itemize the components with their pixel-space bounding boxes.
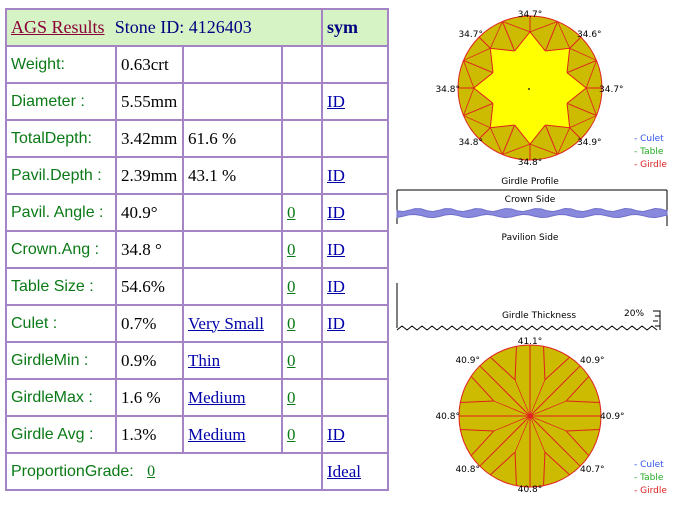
row-grade-link[interactable]: 0 (287, 387, 296, 407)
legend-girdle: - Girdle (634, 160, 667, 170)
row-value: 40.9° (116, 194, 183, 231)
row-id-link[interactable]: ID (327, 276, 345, 296)
row-grade-cell (282, 268, 322, 305)
pavilion-angle-label: 40.9° (580, 356, 605, 366)
table-row (6, 379, 388, 416)
legend-culet: - Culet (634, 134, 664, 144)
girdle-thickness-line (397, 326, 657, 330)
crown-culet-dot (528, 88, 530, 90)
pavilion-angle-label: 40.9° (600, 412, 625, 422)
row-extra-link[interactable]: Thin (188, 350, 221, 370)
row-label: Weight: (6, 46, 116, 83)
proportion-grade-cell (322, 453, 388, 490)
row-grade-cell (282, 83, 322, 120)
profile-title: Girdle Profile (501, 177, 559, 187)
row-id-cell (322, 83, 388, 120)
table-row (6, 194, 388, 231)
row-id-cell (322, 379, 388, 416)
row-extra-cell (183, 46, 282, 83)
row-label: Girdle Avg : (6, 416, 116, 453)
row-value: 5.55mm (116, 83, 183, 120)
crown-angle-label: 34.9° (577, 138, 602, 148)
row-grade-cell (282, 416, 322, 453)
girdle-thickness-band (397, 209, 667, 218)
row-id-cell (322, 268, 388, 305)
row-label: Table Size : (6, 268, 116, 305)
table-row (6, 268, 388, 305)
row-id-cell (322, 46, 388, 83)
stone-id: Stone ID: 4126403 (114, 17, 252, 37)
row-label: Culet : (6, 305, 116, 342)
pavilion-angle-label: 40.8° (435, 412, 460, 422)
table-row (6, 46, 388, 83)
diagram-panel (395, 0, 679, 524)
ags-results-link[interactable]: AGS Results (11, 17, 105, 37)
row-value: 2.39mm (116, 157, 183, 194)
girdle-profile (397, 177, 667, 330)
row-grade-link[interactable]: 0 (287, 424, 296, 444)
pavilion-angle-label: 40.7° (580, 465, 605, 475)
pavilion-diagram (435, 337, 624, 495)
row-label: Pavil. Angle : (6, 194, 116, 231)
row-id-link[interactable]: ID (327, 313, 345, 333)
thickness-label: Girdle Thickness (501, 311, 577, 321)
row-grade-cell (282, 157, 322, 194)
row-grade-link[interactable]: 0 (287, 239, 296, 259)
crown-diagram (435, 10, 623, 168)
row-label: GirdleMax : (6, 379, 116, 416)
crown-side-label: Crown Side (504, 195, 556, 205)
header-title-cell (6, 9, 322, 46)
table-row (6, 83, 388, 120)
row-extra: 61.6 % (188, 128, 237, 148)
row-id-cell (322, 120, 388, 157)
crown-table (493, 51, 567, 125)
row-label: Crown.Ang : (6, 231, 116, 268)
row-value: 0.7% (116, 305, 183, 342)
pavilion-angle-label: 40.8° (455, 465, 480, 475)
row-extra-cell (183, 231, 282, 268)
crown-angle-label: 34.8° (458, 138, 483, 148)
proportion-value-link[interactable]: 0 (147, 462, 156, 480)
row-id-cell (322, 342, 388, 379)
row-id-link[interactable]: ID (327, 239, 345, 259)
ideal-link[interactable]: Ideal (327, 461, 361, 481)
row-extra-cell (183, 194, 282, 231)
row-grade-link[interactable]: 0 (287, 202, 296, 222)
row-label: TotalDepth: (6, 120, 116, 157)
row-extra-cell (183, 120, 282, 157)
results-table (5, 8, 389, 491)
row-id-cell (322, 231, 388, 268)
row-extra-link[interactable]: Medium (188, 424, 246, 444)
row-grade-cell (282, 120, 322, 157)
crown-angle-label: 34.8° (435, 85, 460, 95)
row-extra-cell (183, 157, 282, 194)
row-id-cell (322, 416, 388, 453)
row-value: 3.42mm (116, 120, 183, 157)
crown-angle-label: 34.7° (517, 10, 543, 20)
row-label: Pavil.Depth : (6, 157, 116, 194)
table-row (6, 120, 388, 157)
row-value: 0.63crt (116, 46, 183, 83)
row-extra: 43.1 % (188, 165, 237, 185)
row-id-link[interactable]: ID (327, 165, 345, 185)
table-row (6, 342, 388, 379)
crown-angle-label: 34.7° (458, 30, 483, 40)
crown-angle-label: 34.7° (599, 85, 624, 95)
legend-table-2: - Table (634, 473, 664, 483)
row-id-cell (322, 194, 388, 231)
row-extra-cell (183, 305, 282, 342)
row-value: 54.6% (116, 268, 183, 305)
proportion-gap (134, 463, 147, 480)
row-value: 34.8 ° (116, 231, 183, 268)
row-grade-cell (282, 194, 322, 231)
row-value: 1.3% (116, 416, 183, 453)
pavilion-angle-label: 40.8° (517, 485, 543, 495)
row-extra-cell (183, 268, 282, 305)
row-grade-link[interactable]: 0 (287, 313, 296, 333)
diagram-svg (395, 0, 679, 524)
row-id-link[interactable]: ID (327, 91, 345, 111)
row-extra-cell (183, 379, 282, 416)
table-row (6, 416, 388, 453)
row-id-link[interactable]: ID (327, 202, 345, 222)
row-value: 1.6 % (116, 379, 183, 416)
legend-culet-2: - Culet (634, 460, 664, 470)
pavilion-side-label: Pavilion Side (501, 233, 559, 243)
sym-cell (322, 9, 388, 46)
row-id-cell (322, 157, 388, 194)
row-id-cell (322, 305, 388, 342)
crown-angle-label: 34.6° (577, 30, 602, 40)
thickness-percent: 20% (624, 309, 645, 319)
row-grade-link[interactable]: 0 (287, 350, 296, 370)
pavilion-angle-label: 41.1° (517, 337, 543, 347)
row-label: Diameter : (6, 83, 116, 120)
table-row (6, 231, 388, 268)
legend-girdle-2: - Girdle (634, 486, 667, 496)
row-grade-cell (282, 305, 322, 342)
row-id-link[interactable]: ID (327, 424, 345, 444)
crown-angle-label: 34.8° (517, 158, 543, 168)
row-extra-cell (183, 416, 282, 453)
pavilion-legend (634, 460, 667, 496)
header-row (6, 9, 388, 46)
row-label: GirdleMin : (6, 342, 116, 379)
table-row (6, 157, 388, 194)
row-extra-cell (183, 83, 282, 120)
table-row (6, 305, 388, 342)
row-grade-cell (282, 231, 322, 268)
row-grade-link[interactable]: 0 (287, 276, 296, 296)
row-extra-cell (183, 342, 282, 379)
row-grade-cell (282, 46, 322, 83)
row-extra-link[interactable]: Very Small (188, 313, 265, 333)
legend-table: - Table (634, 147, 664, 157)
row-grade-cell (282, 379, 322, 416)
sym-label: sym (327, 17, 358, 37)
proportion-cell (6, 453, 322, 490)
row-grade-cell (282, 342, 322, 379)
row-value: 0.9% (116, 342, 183, 379)
proportion-row (6, 453, 388, 490)
crown-legend (634, 134, 667, 170)
pavilion-angle-label: 40.9° (455, 356, 480, 366)
proportion-label: ProportionGrade: (11, 462, 134, 480)
row-extra-link[interactable]: Medium (188, 387, 246, 407)
